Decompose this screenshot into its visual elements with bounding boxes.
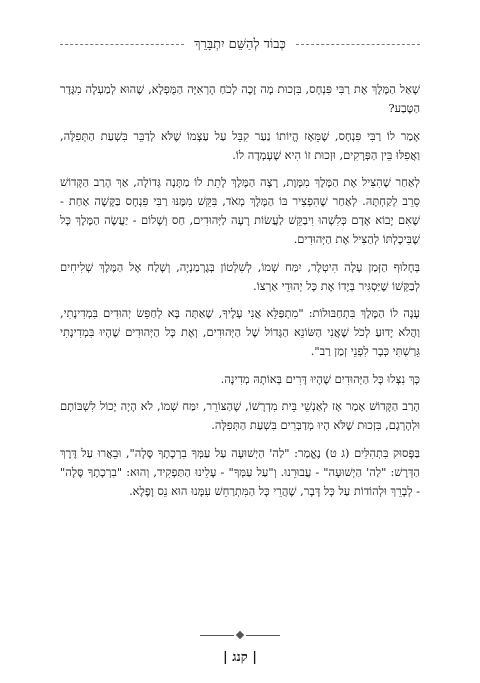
paragraph-7: הָרַב הַקָּדוֹשׁ אָמַר אָז לְאַנְשֵׁי בֵּית מִדְרָשׁוֹ, שֶׁהַצּוֹרֵר, יִמַּח שְׁמוֹ, לֹא הָיָה יָכוֹל לִשְׁבּוֹתָם וּלְהָרְגָם, בִּזְכוּת שֶׁלֹּא הָיוּ מְדַבְּרִים בִּשְׁעַת הַתְּפִלָּה. [60, 399, 420, 432]
paragraph-2: אָמַר לוֹ רַבִּי פִּנְחָס, שֶׁמֵּאָז הֱיוֹתוֹ נַעַר קִבֵּל עַל עַצְמוֹ שֶׁלֹּא לְדַבֵּר בִּשְׁעַת הַתְּפִלָּה, וַאֲפִלּוּ בֵּין הַפְּרָקִים, וּזְכוּת זוֹ הִיא שֶׁעָמְדָה לוֹ. [60, 128, 420, 162]
header-dash-right [296, 44, 420, 45]
paragraph-6: כָּךְ נִצְּלוּ כָּל הַיְּהוּדִים שֶׁהָיוּ דָּרִים בְּאוֹתָהּ מְדִינָה. [220, 371, 420, 386]
paragraph-4: בְּחָלוּף הַזְּמַן עָלָה הִיטְלֶר, יִמַּח שְׁמוֹ, לְשִׁלְטוֹן בְּגֶרְמַנְיָה, וְשָׁלַח אֶל הַמֶּלֶךְ שְׁלִיחִים לְבַקְּשׁוֹ שֶׁיַּסְגִּיר בְּיָדוֹ אֶת כָּל יְהוּדֵי אַרְצוֹ. [60, 259, 420, 293]
page-number: | קנג | [223, 650, 257, 665]
header-dash-left [60, 44, 184, 45]
header-title: כְּבוֹד לְהַשֵּׁם יִתְבָּרֵךְ [194, 37, 286, 52]
ornament-divider [200, 631, 280, 639]
running-header [60, 34, 420, 54]
paragraph-3: לְאַחַר שֶׁהִצִּיל אֶת הַמֶּלֶךְ מִמָּוֶת, רָצָה הַמֶּלֶךְ לָתֵת לוֹ מַתָּנָה גְּדוֹלָה, אַךְ הָרַב הַקָּדוֹשׁ סֵרֵב לְקַחְתָּהּ. לְאַחַר שֶׁהִפְצִיר בּוֹ הַמֶּלֶךְ מְאֹד, בִּקֵּשׁ מִמֶּנּוּ רַבִּי פִּנְחָס בַּקָּשָׁה אַחַת - שֶׁאִם יָבוֹא אָדָם כְּלִשְׁהוּ וִיבַקֵּשׁ לַעֲשׂוֹת רָעָה לַיְּהוּדִים, חַס וְשָׁלוֹם - יַעֲשֶׂה הַמֶּלֶךְ כָּל שֶׁבִּיכָלְתּוֹ לְהַצִּיל אֶת הַיְּהוּדִים. [60, 175, 420, 246]
paragraph-5: עָנָה לוֹ הַמֶּלֶךְ בִּתְחַבּוּלוֹת: "מִתְפַּלֵּא אֲנִי עָלֶיךָ, שֶׁאַתָּה בָּא לְחַפֵּשׂ יְהוּדִים בִּמְדִינָתִי, וַהֲלֹא יָדוּעַ לְכֹל שֶׁאֲנִי הַשּׂוֹנֵא הַגָּדוֹל שֶׁל הַיְּהוּדִים, וְאֶת כָּל הַיְּהוּדִים שֶׁהָיוּ בִּמְדִינָתִי גֵּרַשְׁתִּי כְּבָר לִפְנֵי זְמַן רַב". [60, 306, 420, 358]
paragraph-1: שָׁאַל הַמֶּלֶךְ אֶת רַבִּי פִּנְחָס, בִּזְכוּת מָה זָכָה לְכֹחַ הָרְאִיָּה הַמֻּפְלָא, שֶׁהוּא לְמַעְלָה מִגֶּדֶר הַטֶּבַע? [60, 82, 420, 115]
body-text [60, 80, 420, 509]
paragraph-8: בַּפָּסוּק בִּתְהִלִּים (ג ט) נֶאֱמַר: "לַה' הַיְשׁוּעָה עַל עַמְּךָ בִרְכָתֶךָ סֶּלָה", וּבֵאֲרוּ עַל דֶּרֶךְ הַדְּרָשׁ: "לַה' הַיְשׁוּעָה" - עֲבוּרֵנוּ. וְ"עַל עַמְּךָ" - עָלֵינוּ הַתַּפְקִיד, וְהוּא: "בִרְכָתֶךָ סֶּלָה" - לְבָרֵךְ וּלְהוֹדוֹת עַל כָּל דָּבָר, שֶׁהֲרֵי כָּל הַמִּתְרַחֵשׁ עִמָּנוּ הוּא נֵס וָפֶלֶא. [60, 445, 420, 498]
diamond-ornament-icon [236, 631, 244, 639]
